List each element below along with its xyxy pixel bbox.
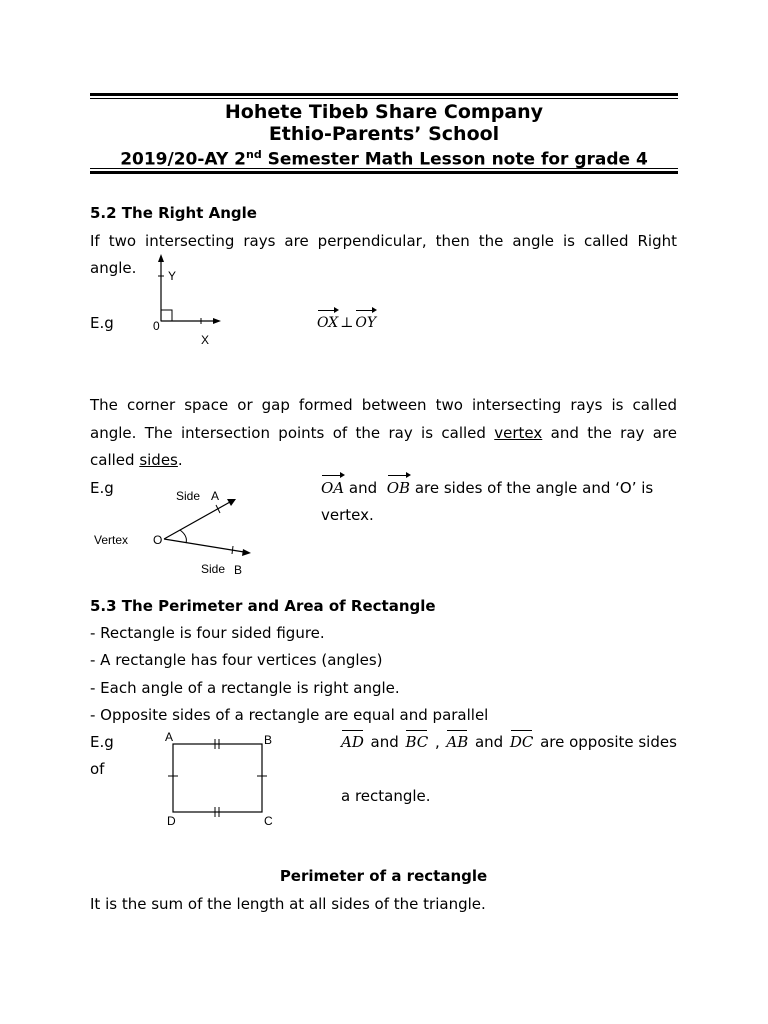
note-rest: are opposite sides: [540, 733, 677, 751]
rectangle-heading: 5.3 The Perimeter and Area of Rectangle: [90, 597, 436, 615]
perimeter-definition: It is the sum of the length at all sides of the triangle.: [90, 895, 486, 913]
y-axis-label: Y: [168, 269, 177, 283]
point-a-label: A: [211, 489, 220, 503]
header-top-rule-thin: [90, 98, 678, 99]
origin-label: 0: [153, 319, 160, 333]
company-title: Hohete Tibeb Share Company: [224, 101, 544, 123]
vertex-label: Vertex: [94, 533, 129, 547]
lesson-note-suffix: Semester Math Lesson note for grade 4: [261, 149, 648, 170]
ray-oy: OY: [355, 315, 377, 331]
angle-definition-line2-start: angle. The intersection points of the ray is called: [90, 424, 486, 442]
segment-ab: AB: [446, 733, 469, 751]
point-b-label: B: [234, 563, 243, 577]
rectangle-bullet-4: - Opposite sides of a rectangle are equal and parallel: [90, 706, 489, 724]
lesson-note-prefix: 2019/20-AY 2: [120, 149, 247, 170]
angle-definition-line1: The corner space or gap formed between two intersecting rays is called: [90, 396, 677, 414]
ob-tick: [232, 546, 233, 554]
rectangle-bullet-3: - Each angle of a rectangle is right angle.: [90, 679, 400, 697]
rectangle-example-of: of: [90, 760, 105, 778]
vertex-b-label: B: [264, 733, 273, 747]
opposite-sides-note: [341, 732, 677, 752]
perpendicular-notation: [317, 313, 376, 333]
rectangle-example-label: E.g: [90, 733, 114, 751]
rectangle-bullet-1: - Rectangle is four sided figure.: [90, 624, 325, 642]
vertex-term: vertex: [494, 424, 543, 442]
angle-definition-line3: [90, 450, 183, 470]
vertex-a-label: A: [165, 730, 174, 744]
angle-definition-line3-end: .: [177, 451, 183, 469]
side-label-bottom: Side: [201, 562, 226, 576]
vertex-d-label: D: [167, 814, 176, 828]
ray-ob: OB: [386, 479, 411, 497]
angle-sides-note: [321, 478, 653, 498]
angle-figure: [90, 485, 270, 580]
oy-arrowhead: [158, 254, 164, 262]
note-comma: ,: [434, 733, 440, 751]
point-o-label: O: [153, 533, 163, 547]
right-angle-definition-line2: angle.: [90, 259, 137, 277]
angle-definition-line2: [90, 423, 677, 443]
ray-ox: OX: [317, 315, 339, 331]
angle-definition-line2-end: and the ray are: [550, 424, 677, 442]
lesson-note-superscript: nd: [246, 148, 262, 161]
sides-term: sides: [139, 451, 178, 469]
right-angle-example-label: E.g: [90, 314, 114, 332]
segment-bc: BC: [405, 733, 429, 751]
side-label-top: Side: [176, 489, 201, 503]
rectangle-bullet-2: - A rectangle has four vertices (angles): [90, 651, 383, 669]
perimeter-heading: Perimeter of a rectangle: [279, 867, 488, 885]
ox-arrowhead: [213, 318, 221, 324]
segment-dc: DC: [509, 733, 534, 751]
angle-note-and: and: [348, 479, 378, 497]
ray-oa: OA: [321, 479, 345, 497]
angle-sides-note-line2: vertex.: [321, 506, 374, 524]
right-angle-definition-line1: If two intersecting rays are perpendicular, then the angle is called Right: [90, 232, 677, 250]
angle-definition-line3-start: called: [90, 451, 135, 469]
vertex-c-label: C: [264, 814, 273, 828]
angle-arc: [180, 530, 186, 543]
opposite-sides-note-line2: a rectangle.: [341, 787, 431, 805]
perpendicular-symbol: ⊥: [340, 315, 354, 331]
header-top-rule-thick: [90, 93, 678, 96]
header-bottom-rule-thick: [90, 171, 678, 174]
rectangle-figure: [160, 725, 280, 830]
note-and-2: and: [474, 733, 504, 751]
rectangle-abcd: [173, 744, 262, 812]
oa-ray: [164, 502, 230, 539]
right-angle-marker: [161, 310, 172, 321]
angle-note-rest: are sides of the angle and ‘O’ is: [414, 479, 654, 497]
angle-example-label: E.g: [90, 479, 114, 497]
note-and-1: and: [370, 733, 399, 751]
ob-arrowhead: [242, 549, 251, 556]
school-title: Ethio-Parents’ School: [268, 123, 500, 145]
x-axis-label: X: [201, 333, 210, 347]
right-angle-figure: [140, 250, 240, 350]
segment-ad: AD: [341, 733, 364, 751]
right-angle-heading: 5.2 The Right Angle: [90, 204, 257, 222]
lesson-note-title: [90, 144, 678, 171]
